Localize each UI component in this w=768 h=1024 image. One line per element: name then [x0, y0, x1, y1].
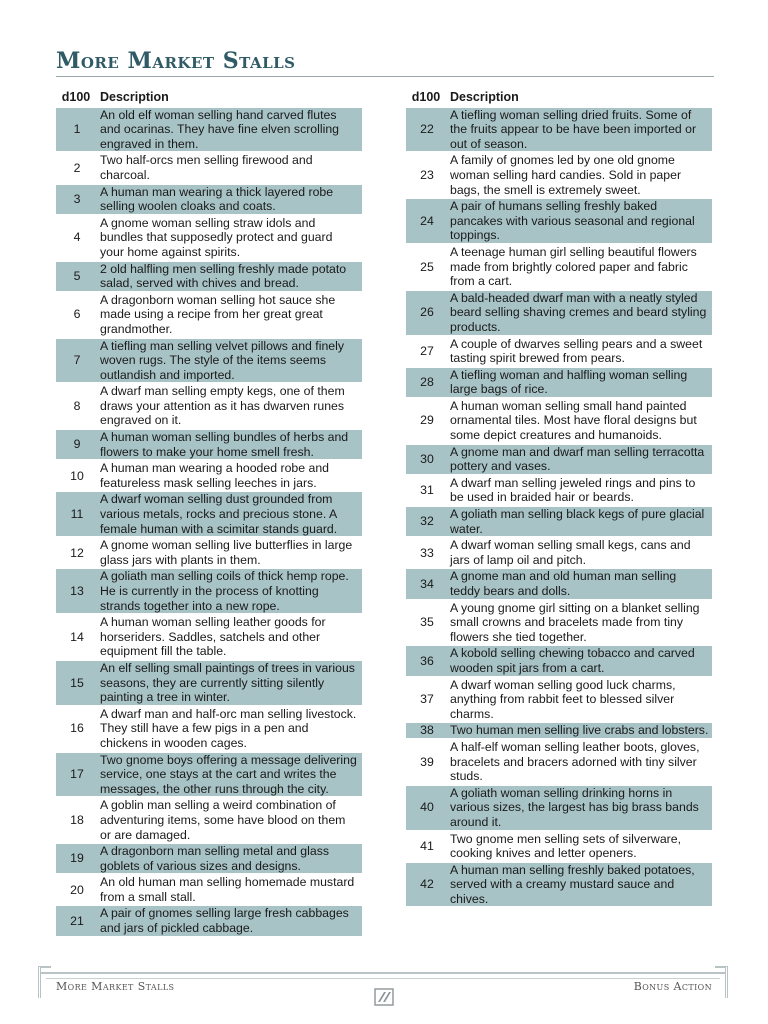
roll-number: 3 [56, 185, 98, 214]
roll-number: 22 [406, 108, 448, 152]
table-row [406, 153, 712, 197]
stall-description: A goliath man selling black kegs of pure glacial water. [448, 507, 712, 536]
stall-description: An old elf woman selling hand carved flutes and ocarinas. They have fine elven scrolling engraved in them. [98, 108, 362, 152]
footer-publisher-name: Bonus Action [633, 980, 712, 993]
stall-description: A human man selling freshly baked potatoes, served with a creamy mustard sauce and chives. [448, 863, 712, 907]
roll-number: 31 [420, 483, 434, 498]
table-row [56, 753, 362, 797]
roll-number: 12 [70, 545, 84, 560]
stall-description: A dragonborn man selling metal and glass goblets of various sizes and designs. [98, 844, 362, 873]
stall-description: A human woman selling leather goods for horseriders. Saddles, satchels and other equipment fill the table. [100, 615, 326, 659]
stall-description: A tiefling woman selling dried fruits. Some of the fruits appear to be have been imported or out of season. [448, 108, 712, 152]
stall-description: A human man wearing a thick layered robe selling woolen cloaks and coats. [98, 185, 362, 214]
stall-description: Two gnome men selling sets of silverware, cooking knives and letter openers. [450, 831, 682, 861]
stall-description: A dwarf woman selling dust grounded from various metals, rocks and precious stone. A female human with a scimitar stands guard. [98, 492, 362, 536]
roll-number: 34 [406, 569, 448, 598]
table-row [406, 399, 712, 443]
table-row [406, 337, 712, 366]
roll-number: 5 [56, 262, 98, 291]
bonus-action-logo-icon [374, 988, 394, 1006]
stall-description: A tiefling woman and halfling woman selling large bags of rice. [448, 368, 712, 397]
col-header-die: d100 [411, 90, 441, 104]
table-row [56, 661, 362, 705]
table-row [406, 723, 712, 738]
table-row [406, 368, 712, 397]
table-row [56, 615, 362, 659]
stall-description: A dwarf man selling jeweled rings and pins to be used in braided hair or beards. [450, 475, 696, 505]
title-divider [56, 76, 714, 77]
table-row [406, 646, 712, 675]
table-row [56, 430, 362, 459]
roll-number: 20 [70, 882, 84, 897]
stall-description: A pair of humans selling freshly baked pancakes with various seasonal and regional toppings. [448, 199, 712, 243]
stall-description: A teenage human girl selling beautiful flowers made from brightly colored paper and fabric from a cart. [450, 244, 697, 289]
roll-number: 30 [406, 445, 448, 474]
stalls-table-right [406, 86, 712, 908]
stall-description: Two human men selling live crabs and lobsters. [448, 723, 712, 738]
roll-number: 25 [420, 259, 434, 274]
stall-description: A gnome man and old human man selling teddy bears and dolls. [448, 569, 712, 598]
roll-number: 39 [420, 754, 434, 769]
stall-description: A dwarf woman selling good luck charms, anything from rabbit feet to blessed silver charms. [450, 677, 676, 721]
stall-description: A gnome man and dwarf man selling terracotta pottery and vases. [448, 445, 712, 474]
stall-description: 2 old halfling men selling freshly made potato salad, served with chives and bread. [98, 262, 362, 291]
stall-description: A dwarf woman selling small kegs, cans and jars of lamp oil and pitch. [450, 538, 691, 567]
col-header-die: d100 [61, 90, 91, 104]
stall-description: A gnome woman selling live butterflies in large glass jars with plants in them. [100, 538, 353, 567]
stall-description: A half-elf woman selling leather boots, gloves, bracelets and bracers adorned with tiny silver studs. [450, 739, 700, 784]
roll-number: 42 [406, 863, 448, 907]
roll-number: 14 [70, 629, 84, 644]
stalls-table-left [56, 86, 362, 938]
page-title: More Market Stalls [56, 48, 296, 74]
table-row [56, 798, 362, 842]
roll-number: 9 [56, 430, 98, 459]
roll-number: 36 [406, 646, 448, 675]
table-row [56, 293, 362, 337]
stall-description: An old human man selling homemade mustard from a small stall. [100, 875, 355, 904]
table-row [406, 507, 712, 536]
stall-description: A pair of gnomes selling large fresh cabbages and jars of pickled cabbage. [98, 906, 362, 935]
roll-number: 40 [406, 786, 448, 830]
roll-number: 26 [406, 291, 448, 335]
table-row [406, 786, 712, 830]
table-row [56, 461, 362, 490]
roll-number: 37 [420, 692, 434, 707]
table-row [56, 384, 362, 428]
roll-number: 13 [56, 569, 98, 613]
footer-inner-rule [46, 978, 720, 979]
roll-number: 24 [406, 199, 448, 243]
roll-number: 23 [420, 167, 434, 182]
stall-description: A gnome woman selling straw idols and bundles that supposedly protect and guard your home against spirits. [100, 215, 333, 259]
stall-description: A tiefling man selling velvet pillows and finely woven rugs. The style of the items seems outlandish and imported. [98, 339, 362, 383]
table-row [56, 569, 362, 613]
stall-description: A dwarf man and half-orc man selling livestock. They still have a few pigs in a pen and chickens in wooden cages. [100, 706, 357, 750]
roll-number: 10 [70, 468, 84, 483]
table-row [406, 291, 712, 335]
stall-description: A goliath woman selling drinking horns in various sizes, the largest has big brass bands around it. [448, 786, 712, 830]
stall-description: A young gnome girl sitting on a blanket selling small crowns and bracelets made from tiny flowers she tied together. [450, 600, 700, 644]
roll-number: 19 [56, 844, 98, 873]
roll-number: 32 [406, 507, 448, 536]
roll-number: 1 [56, 108, 98, 152]
table-row [56, 108, 362, 152]
table-row [406, 245, 712, 289]
footer-section-title: More Market Stalls [56, 980, 175, 993]
footer-left-cap [38, 966, 51, 998]
roll-number: 2 [73, 160, 81, 175]
roll-number: 38 [406, 723, 448, 738]
stall-description: An elf selling small paintings of trees in various seasons, they are currently sitting silently painting a tree in winter. [98, 661, 362, 705]
roll-number: 16 [70, 721, 84, 736]
col-header-description: Description [100, 90, 169, 104]
table-row [56, 538, 362, 567]
footer-right-cap [715, 966, 728, 998]
table-row [56, 262, 362, 291]
stall-description: A goblin man selling a weird combination of adventuring items, some have blood on them or are damaged. [100, 798, 346, 842]
table-header-row [406, 88, 712, 106]
table-row [406, 569, 712, 598]
roll-number: 15 [56, 661, 98, 705]
roll-number: 18 [70, 812, 84, 827]
table-row [56, 875, 362, 904]
roll-number: 33 [420, 545, 434, 560]
table-row [56, 153, 362, 182]
table-row [406, 601, 712, 645]
roll-number: 4 [73, 230, 81, 245]
table-body-right [406, 108, 712, 907]
stall-description: Two gnome boys offering a message delivering service, one stays at the cart and writes the messages, the other runs through the city. [98, 753, 362, 797]
roll-number: 27 [420, 343, 434, 358]
roll-number: 29 [420, 413, 434, 428]
table-row [406, 740, 712, 784]
table-row [56, 707, 362, 751]
table-row [56, 492, 362, 536]
stall-description: A dragonborn woman selling hot sauce she made using a recipe from her great great grandmother. [100, 292, 336, 336]
roll-number: 35 [420, 615, 434, 630]
roll-number: 41 [420, 838, 434, 853]
stall-description: A family of gnomes led by one old gnome woman selling hard candies. Sold in paper bags, the smell is extremely sweet. [450, 153, 682, 197]
table-row [56, 339, 362, 383]
table-row [406, 108, 712, 152]
table-row [56, 844, 362, 873]
table-row [56, 906, 362, 935]
roll-number: 6 [73, 307, 81, 322]
table-row [406, 476, 712, 505]
table-row [56, 216, 362, 260]
roll-number: 21 [56, 906, 98, 935]
stall-description: A bald-headed dwarf man with a neatly styled beard selling shaving cremes and beard styling products. [448, 291, 712, 335]
table-row [406, 199, 712, 243]
table-row [406, 538, 712, 567]
stall-description: A human woman selling bundles of herbs and flowers to make your home smell fresh. [98, 430, 362, 459]
stall-description: A human man wearing a hooded robe and featureless mask selling leeches in jars. [100, 461, 330, 490]
roll-number: 28 [406, 368, 448, 397]
stall-description: A human woman selling small hand painted ornamental tiles. Most have floral designs but some depict creatures and humanoids. [450, 398, 697, 443]
table-header-row [56, 88, 362, 106]
table-row [406, 832, 712, 861]
col-header-description: Description [450, 90, 519, 104]
table-row [406, 678, 712, 722]
table-body-left [56, 108, 362, 936]
roll-number: 7 [56, 339, 98, 383]
stall-description: A goliath man selling coils of thick hemp rope. He is currently in the process of knotting strands together into a new rope. [98, 569, 362, 613]
stall-description: Two half-orcs men selling firewood and charcoal. [100, 153, 313, 182]
stall-description: A dwarf man selling empty kegs, one of them draws your attention as it has dwarven runes engraved on it. [100, 384, 345, 428]
roll-number: 17 [56, 753, 98, 797]
roll-number: 11 [56, 492, 98, 536]
table-row [406, 863, 712, 907]
table-row [406, 445, 712, 474]
roll-number: 8 [73, 398, 81, 413]
table-row [56, 185, 362, 214]
stall-description: A kobold selling chewing tobacco and carved wooden spit jars from a cart. [448, 646, 712, 675]
stall-description: A couple of dwarves selling pears and a sweet tasting spirit brewed from pears. [450, 336, 703, 366]
